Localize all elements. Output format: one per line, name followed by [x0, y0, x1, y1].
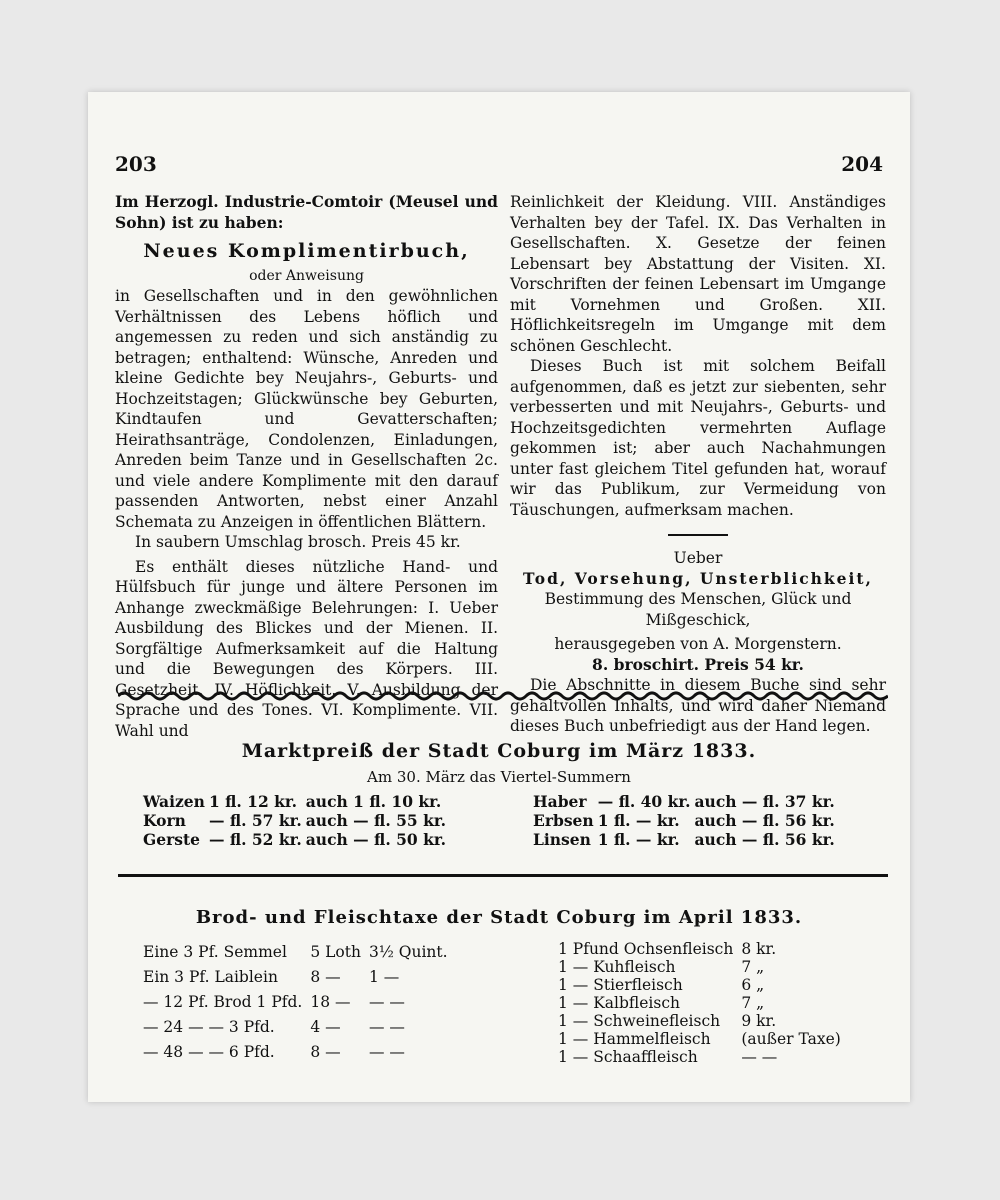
table-row — [143, 811, 450, 830]
table-row — [558, 940, 849, 958]
bread-item: — 24 — — 3 Pfd. — [143, 1018, 275, 1036]
book2-editor: herausgegeben von A. Morgenstern. — [554, 635, 842, 653]
meat-price: — — — [741, 1048, 778, 1066]
meat-price: 8 kr. — [741, 940, 777, 958]
table-row — [558, 958, 849, 976]
table-row — [558, 994, 849, 1012]
left-column — [115, 192, 498, 741]
market-subtitle: Am 30. März das Viertel-Summern — [367, 768, 631, 786]
reception-text: Dieses Buch ist mit solchem Beifall aufgenommen, daß es jetzt zur siebenten, sehr verbesserten und mit Neujahrs-, Geburts- und Hochzeitsgedichten vermehrten Auflage gekommen ist; aber auch Nachahmungen unter fast gleichem Titel gefunden hat, worauf wir das Publikum, zur Vermeidung von Täuschungen, aufmerksam machen. — [510, 357, 886, 519]
page-number-right: 204 — [841, 152, 883, 176]
book-subtitle: oder Anweisung — [249, 267, 364, 284]
table-row — [143, 965, 456, 990]
meat-item: 1 — Kuhfleisch — [558, 958, 676, 976]
meat-table — [558, 940, 849, 1066]
bread-weight: 8 — — [310, 968, 341, 986]
price-2: auch — fl. 37 kr. — [694, 792, 835, 811]
meat-item: 1 — Hammelfleisch — [558, 1030, 711, 1048]
item-name: Erbsen — [533, 811, 594, 830]
bread-quint: 1 — — [368, 968, 400, 986]
table-row — [533, 830, 839, 849]
table-row — [143, 990, 456, 1015]
meat-item: 1 Pfund Ochsenfleisch — [558, 940, 734, 958]
meat-price: 6 „ — [741, 976, 765, 994]
meat-price: (außer Taxe) — [741, 1030, 841, 1048]
bread-item: Eine 3 Pf. Semmel — [143, 943, 287, 961]
book-title: Neues Komplimentirbuch, — [143, 240, 470, 262]
meat-item: 1 — Schaaffleisch — [558, 1048, 698, 1066]
meat-item: 1 — Schweinefleisch — [558, 1012, 721, 1030]
bread-item: — 12 Pf. Brod 1 Pfd. — [143, 993, 303, 1011]
book2-price: 8. broschirt. Preis 54 kr. — [592, 654, 804, 674]
price-2: auch — fl. 56 kr. — [694, 830, 835, 849]
bread-weight: 4 — — [310, 1018, 341, 1036]
table-row — [143, 792, 450, 811]
bread-item: — 48 — — 6 Pfd. — [143, 1043, 275, 1061]
contents-continuation: Reinlichkeit der Kleidung. VIII. Anständiges Verhalten bey der Tafel. IX. Das Verhalten in Gesellschaften. X. Gesetze der feinen Lebensart bey Abstattung der Visiten. XI. Vorschriften der feinen Lebensart im Umgange mit Vornehmen und Großen. XII. Höflichkeitsregeln im Umgange mit dem schönen Geschlecht. — [510, 193, 886, 355]
bread-quint: — — — [368, 1043, 405, 1061]
table-row — [143, 1040, 456, 1065]
price-1: — fl. 57 kr. — [208, 811, 302, 830]
bread-quint: — — — [368, 993, 405, 1011]
price-2: auch — fl. 55 kr. — [305, 811, 446, 830]
bread-table — [143, 940, 456, 1065]
item-name: Gerste — [143, 830, 201, 849]
bread-weight: 5 Loth — [310, 943, 361, 961]
item-name: Korn — [143, 811, 186, 830]
item-name: Waizen — [143, 792, 205, 811]
meat-item: 1 — Stierfleisch — [558, 976, 683, 994]
price-1: 1 fl. 12 kr. — [208, 792, 298, 811]
wavy-divider — [118, 690, 888, 702]
table-row — [533, 792, 839, 811]
price-1: — fl. 52 kr. — [208, 830, 302, 849]
price-1: 1 fl. — kr. — [597, 811, 680, 830]
table-row — [143, 1015, 456, 1040]
market-title: Marktpreiß der Stadt Coburg im März 1833. — [241, 740, 757, 762]
book2-description: Die Abschnitte in diesem Buche sind sehr gehaltvollen Inhalts, und wird daher Niemand dieses Buch unbefriedigt aus der Hand legen. — [510, 676, 886, 735]
market-table-left — [143, 792, 450, 849]
table-row — [558, 1048, 849, 1066]
book2-title2: Bestimmung des Menschen, Glück und Mißgeschick, — [544, 590, 852, 629]
section-divider — [668, 534, 728, 536]
bread-title: Brod- und Fleischtaxe der Stadt Coburg im April 1833. — [195, 907, 803, 928]
price-2: auch 1 fl. 10 kr. — [305, 792, 442, 811]
book2-title: Tod, Vorsehung, Unsterblichkeit, — [523, 568, 873, 588]
page — [88, 92, 910, 1102]
bread-weight: 18 — — [310, 993, 351, 1011]
book-price: In saubern Umschlag brosch. Preis 45 kr. — [135, 533, 461, 551]
intro-text: Im Herzogl. Industrie-Comtoir (Meusel und Sohn) ist zu haben: — [115, 192, 498, 232]
meat-price: 7 „ — [741, 958, 765, 976]
price-1: 1 fl. — kr. — [597, 830, 680, 849]
book-contents: Es enthält dieses nützliche Hand- und Hülfsbuch für junge und ältere Personen im Anhange zweckmäßige Belehrungen: I. Ueber Ausbildung des Blickes und der Mienen. II. Sorgfältige Aufmerksamkeit auf die Haltung und die Bewegungen des Körpers. III. Gesetzheit. IV. Höflichkeit. V. Ausbildung der Sprache und des Tones. VI. Komplimente. VII. Wahl und — [115, 557, 498, 740]
straight-divider — [118, 874, 888, 877]
market-table-right — [533, 792, 839, 849]
item-name: Haber — [533, 792, 587, 811]
meat-price: 9 kr. — [741, 1012, 777, 1030]
right-column — [510, 192, 886, 737]
book-description: in Gesellschaften und in den gewöhnlichen Verhältnissen des Lebens höflich und angemessen zu reden und sich anständig zu betragen; enthaltend: Wünsche, Anreden und kleine Gedichte bey Neujahrs-, Geburts- und Hochzeitstagen; Glückwünsche bey Geburten, Kindtaufen und Gevatterschaften; Heirathsanträge, Condolenzen, Einladungen, Anreden beim Tanze und in Gesellschaften 2c. und viele andere Komplimente mit den darauf passenden Antworten, nebst einer Anzahl Schemata zu Anzeigen in öffentlichen Blättern. — [115, 287, 498, 531]
item-name: Linsen — [533, 830, 591, 849]
bread-quint: 3½ Quint. — [368, 943, 448, 961]
price-1: — fl. 40 kr. — [597, 792, 691, 811]
table-row — [533, 811, 839, 830]
price-2: auch — fl. 50 kr. — [305, 830, 446, 849]
table-row — [558, 1012, 849, 1030]
book2-pre: Ueber — [673, 549, 723, 567]
meat-price: 7 „ — [741, 994, 765, 1012]
price-2: auch — fl. 56 kr. — [694, 811, 835, 830]
bread-weight: 8 — — [310, 1043, 341, 1061]
table-row — [558, 1030, 849, 1048]
table-row — [558, 976, 849, 994]
table-row — [143, 940, 456, 965]
page-number-left: 203 — [115, 152, 157, 176]
table-row — [143, 830, 450, 849]
meat-item: 1 — Kalbfleisch — [558, 994, 681, 1012]
bread-quint: — — — [368, 1018, 405, 1036]
bread-item: Ein 3 Pf. Laiblein — [143, 968, 278, 986]
